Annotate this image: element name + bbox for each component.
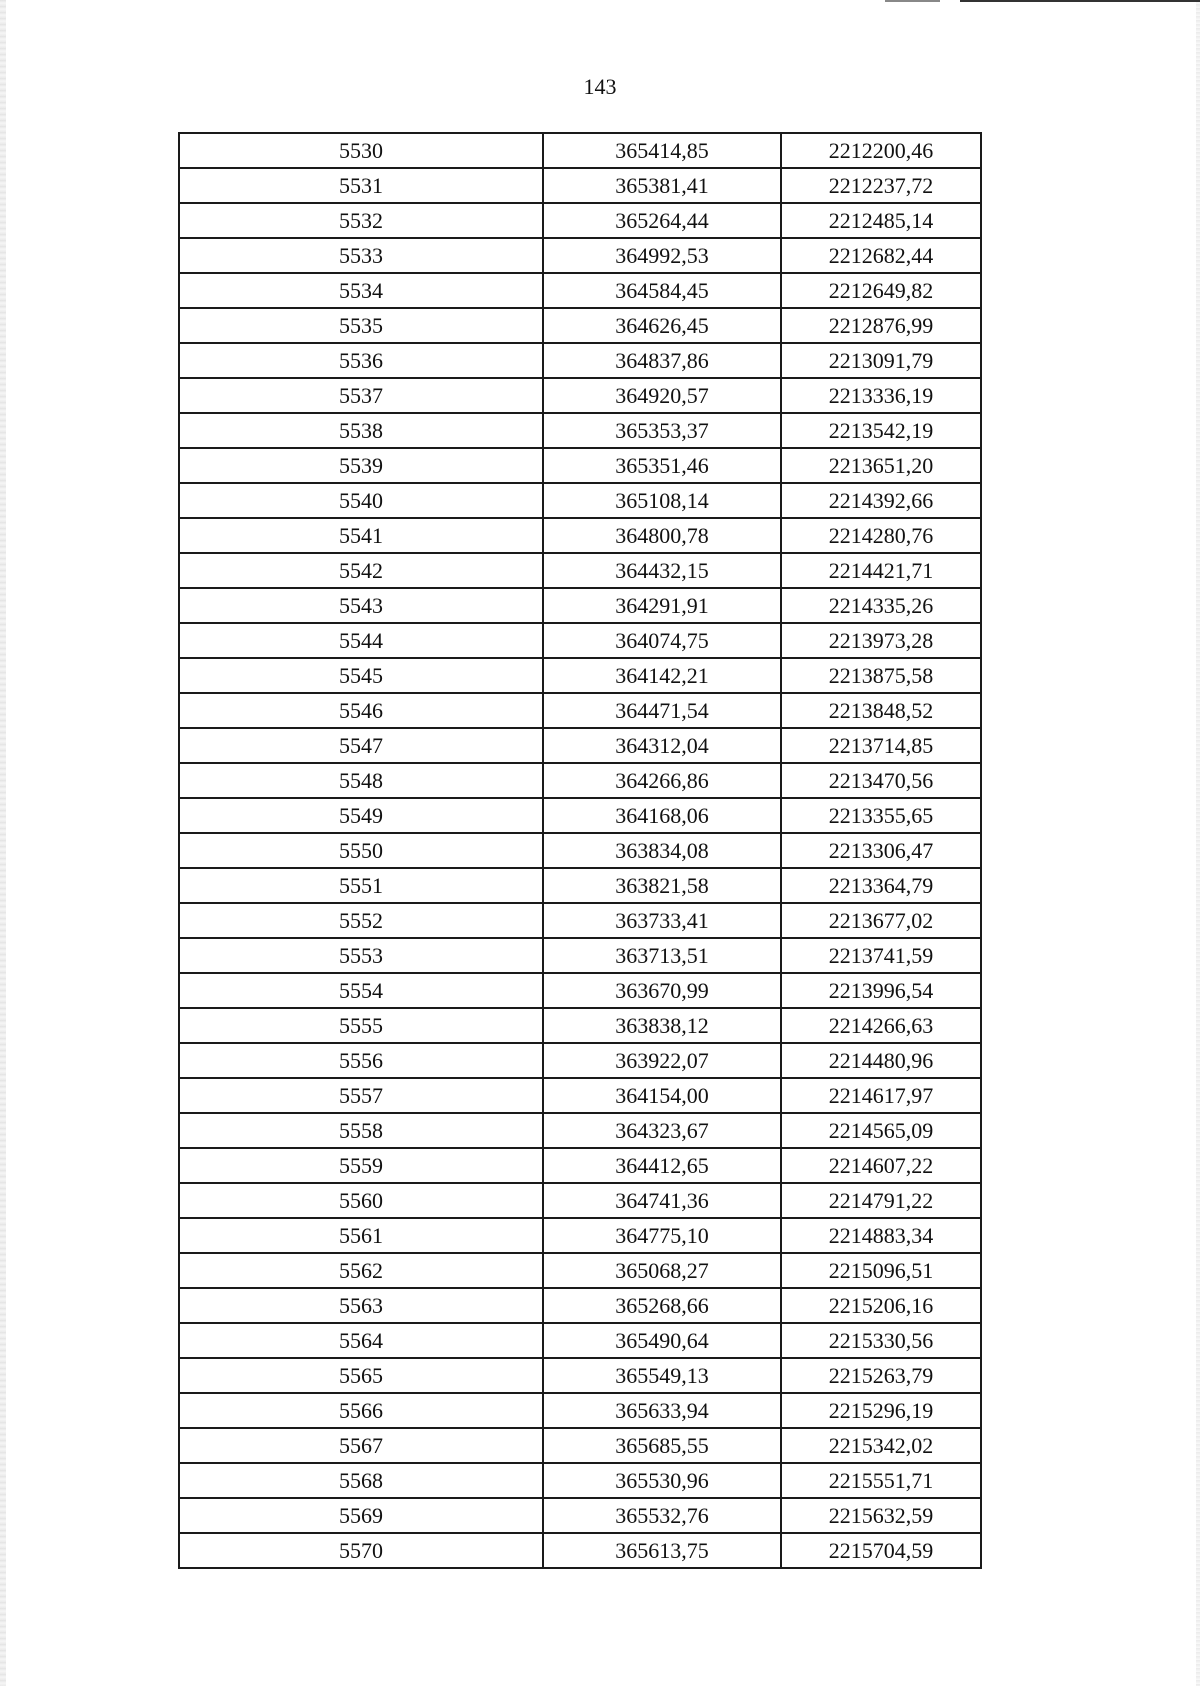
x-coordinate-cell: 364168,06 (543, 798, 781, 833)
point-number-cell: 5539 (179, 448, 543, 483)
point-number-cell: 5558 (179, 1113, 543, 1148)
table-row (179, 658, 981, 693)
x-coordinate-cell: 365532,76 (543, 1498, 781, 1533)
coordinates-table-body (179, 133, 981, 1568)
y-coordinate-cell: 2212237,72 (781, 168, 981, 203)
table-row (179, 273, 981, 308)
y-coordinate-cell: 2213355,65 (781, 798, 981, 833)
x-coordinate-cell: 364775,10 (543, 1218, 781, 1253)
table-row (179, 1498, 981, 1533)
point-number-cell: 5535 (179, 308, 543, 343)
x-coordinate-cell: 364432,15 (543, 553, 781, 588)
point-number-cell: 5548 (179, 763, 543, 798)
y-coordinate-cell: 2215206,16 (781, 1288, 981, 1323)
point-number-cell: 5530 (179, 133, 543, 168)
point-number-cell: 5562 (179, 1253, 543, 1288)
y-coordinate-cell: 2212682,44 (781, 238, 981, 273)
x-coordinate-cell: 364323,67 (543, 1113, 781, 1148)
y-coordinate-cell: 2215632,59 (781, 1498, 981, 1533)
point-number-cell: 5568 (179, 1463, 543, 1498)
y-coordinate-cell: 2214480,96 (781, 1043, 981, 1078)
x-coordinate-cell: 364291,91 (543, 588, 781, 623)
point-number-cell: 5569 (179, 1498, 543, 1533)
point-number-cell: 5545 (179, 658, 543, 693)
y-coordinate-cell: 2213306,47 (781, 833, 981, 868)
scan-top-mark-short (885, 0, 940, 2)
table-row (179, 1253, 981, 1288)
point-number-cell: 5534 (179, 273, 543, 308)
point-number-cell: 5552 (179, 903, 543, 938)
point-number-cell: 5551 (179, 868, 543, 903)
table-row (179, 1358, 981, 1393)
y-coordinate-cell: 2213470,56 (781, 763, 981, 798)
point-number-cell: 5537 (179, 378, 543, 413)
y-coordinate-cell: 2213542,19 (781, 413, 981, 448)
y-coordinate-cell: 2213677,02 (781, 903, 981, 938)
point-number-cell: 5544 (179, 623, 543, 658)
point-number-cell: 5555 (179, 1008, 543, 1043)
y-coordinate-cell: 2213091,79 (781, 343, 981, 378)
table-row (179, 693, 981, 728)
coordinates-table (178, 132, 982, 1569)
y-coordinate-cell: 2215296,19 (781, 1393, 981, 1428)
table-row (179, 1113, 981, 1148)
x-coordinate-cell: 364142,21 (543, 658, 781, 693)
y-coordinate-cell: 2214421,71 (781, 553, 981, 588)
table-row (179, 728, 981, 763)
x-coordinate-cell: 365353,37 (543, 413, 781, 448)
y-coordinate-cell: 2213364,79 (781, 868, 981, 903)
table-row (179, 763, 981, 798)
table-row (179, 1183, 981, 1218)
y-coordinate-cell: 2215342,02 (781, 1428, 981, 1463)
table-row (179, 833, 981, 868)
point-number-cell: 5559 (179, 1148, 543, 1183)
table-row (179, 868, 981, 903)
x-coordinate-cell: 365530,96 (543, 1463, 781, 1498)
scan-edge-right (1196, 0, 1200, 1686)
table-row (179, 1533, 981, 1568)
table-row (179, 448, 981, 483)
table-row (179, 553, 981, 588)
point-number-cell: 5567 (179, 1428, 543, 1463)
x-coordinate-cell: 365490,64 (543, 1323, 781, 1358)
y-coordinate-cell: 2214280,76 (781, 518, 981, 553)
y-coordinate-cell: 2212649,82 (781, 273, 981, 308)
y-coordinate-cell: 2212485,14 (781, 203, 981, 238)
point-number-cell: 5565 (179, 1358, 543, 1393)
table-row (179, 938, 981, 973)
table-row (179, 1008, 981, 1043)
point-number-cell: 5533 (179, 238, 543, 273)
table-row (179, 343, 981, 378)
table-row (179, 413, 981, 448)
y-coordinate-cell: 2214617,97 (781, 1078, 981, 1113)
y-coordinate-cell: 2214392,66 (781, 483, 981, 518)
table-row (179, 1043, 981, 1078)
y-coordinate-cell: 2213973,28 (781, 623, 981, 658)
point-number-cell: 5557 (179, 1078, 543, 1113)
table-row (179, 1288, 981, 1323)
x-coordinate-cell: 364800,78 (543, 518, 781, 553)
point-number-cell: 5561 (179, 1218, 543, 1253)
x-coordinate-cell: 364584,45 (543, 273, 781, 308)
x-coordinate-cell: 365268,66 (543, 1288, 781, 1323)
x-coordinate-cell: 364920,57 (543, 378, 781, 413)
x-coordinate-cell: 365108,14 (543, 483, 781, 518)
x-coordinate-cell: 364626,45 (543, 308, 781, 343)
table-row (179, 378, 981, 413)
y-coordinate-cell: 2214607,22 (781, 1148, 981, 1183)
point-number-cell: 5536 (179, 343, 543, 378)
point-number-cell: 5550 (179, 833, 543, 868)
x-coordinate-cell: 364312,04 (543, 728, 781, 763)
x-coordinate-cell: 363922,07 (543, 1043, 781, 1078)
y-coordinate-cell: 2212876,99 (781, 308, 981, 343)
table-row (179, 1078, 981, 1113)
y-coordinate-cell: 2215551,71 (781, 1463, 981, 1498)
y-coordinate-cell: 2214266,63 (781, 1008, 981, 1043)
y-coordinate-cell: 2215704,59 (781, 1533, 981, 1568)
point-number-cell: 5540 (179, 483, 543, 518)
x-coordinate-cell: 365264,44 (543, 203, 781, 238)
x-coordinate-cell: 365351,46 (543, 448, 781, 483)
y-coordinate-cell: 2214335,26 (781, 588, 981, 623)
y-coordinate-cell: 2213651,20 (781, 448, 981, 483)
x-coordinate-cell: 364154,00 (543, 1078, 781, 1113)
x-coordinate-cell: 365633,94 (543, 1393, 781, 1428)
table-row (179, 1148, 981, 1183)
point-number-cell: 5554 (179, 973, 543, 1008)
x-coordinate-cell: 363821,58 (543, 868, 781, 903)
table-row (179, 518, 981, 553)
y-coordinate-cell: 2215096,51 (781, 1253, 981, 1288)
point-number-cell: 5538 (179, 413, 543, 448)
x-coordinate-cell: 364266,86 (543, 763, 781, 798)
point-number-cell: 5542 (179, 553, 543, 588)
point-number-cell: 5556 (179, 1043, 543, 1078)
point-number-cell: 5543 (179, 588, 543, 623)
x-coordinate-cell: 363838,12 (543, 1008, 781, 1043)
point-number-cell: 5547 (179, 728, 543, 763)
table-row (179, 903, 981, 938)
table-row (179, 1428, 981, 1463)
table-row (179, 798, 981, 833)
x-coordinate-cell: 365068,27 (543, 1253, 781, 1288)
point-number-cell: 5531 (179, 168, 543, 203)
point-number-cell: 5564 (179, 1323, 543, 1358)
x-coordinate-cell: 363713,51 (543, 938, 781, 973)
x-coordinate-cell: 364471,54 (543, 693, 781, 728)
table-row (179, 1218, 981, 1253)
table-row (179, 1323, 981, 1358)
y-coordinate-cell: 2215330,56 (781, 1323, 981, 1358)
table-row (179, 238, 981, 273)
x-coordinate-cell: 365685,55 (543, 1428, 781, 1463)
scan-edge-left (0, 0, 6, 1686)
table-row (179, 133, 981, 168)
y-coordinate-cell: 2213741,59 (781, 938, 981, 973)
x-coordinate-cell: 363670,99 (543, 973, 781, 1008)
table-row (179, 203, 981, 238)
page-number: 143 (583, 74, 617, 99)
table-row (179, 1393, 981, 1428)
point-number-cell: 5549 (179, 798, 543, 833)
y-coordinate-cell: 2213848,52 (781, 693, 981, 728)
table-row (179, 308, 981, 343)
point-number-cell: 5553 (179, 938, 543, 973)
point-number-cell: 5566 (179, 1393, 543, 1428)
y-coordinate-cell: 2213714,85 (781, 728, 981, 763)
y-coordinate-cell: 2215263,79 (781, 1358, 981, 1393)
x-coordinate-cell: 364412,65 (543, 1148, 781, 1183)
table-row (179, 168, 981, 203)
table-row (179, 973, 981, 1008)
point-number-cell: 5560 (179, 1183, 543, 1218)
point-number-cell: 5546 (179, 693, 543, 728)
y-coordinate-cell: 2212200,46 (781, 133, 981, 168)
table-row (179, 623, 981, 658)
y-coordinate-cell: 2213875,58 (781, 658, 981, 693)
table-row (179, 588, 981, 623)
x-coordinate-cell: 364074,75 (543, 623, 781, 658)
x-coordinate-cell: 365613,75 (543, 1533, 781, 1568)
point-number-cell: 5570 (179, 1533, 543, 1568)
y-coordinate-cell: 2214565,09 (781, 1113, 981, 1148)
scan-top-mark (960, 0, 1200, 2)
x-coordinate-cell: 365549,13 (543, 1358, 781, 1393)
x-coordinate-cell: 365381,41 (543, 168, 781, 203)
x-coordinate-cell: 364741,36 (543, 1183, 781, 1218)
table-row (179, 483, 981, 518)
y-coordinate-cell: 2213336,19 (781, 378, 981, 413)
table-row (179, 1463, 981, 1498)
point-number-cell: 5563 (179, 1288, 543, 1323)
point-number-cell: 5532 (179, 203, 543, 238)
y-coordinate-cell: 2213996,54 (781, 973, 981, 1008)
x-coordinate-cell: 364837,86 (543, 343, 781, 378)
point-number-cell: 5541 (179, 518, 543, 553)
x-coordinate-cell: 365414,85 (543, 133, 781, 168)
x-coordinate-cell: 364992,53 (543, 238, 781, 273)
y-coordinate-cell: 2214791,22 (781, 1183, 981, 1218)
x-coordinate-cell: 363733,41 (543, 903, 781, 938)
x-coordinate-cell: 363834,08 (543, 833, 781, 868)
y-coordinate-cell: 2214883,34 (781, 1218, 981, 1253)
